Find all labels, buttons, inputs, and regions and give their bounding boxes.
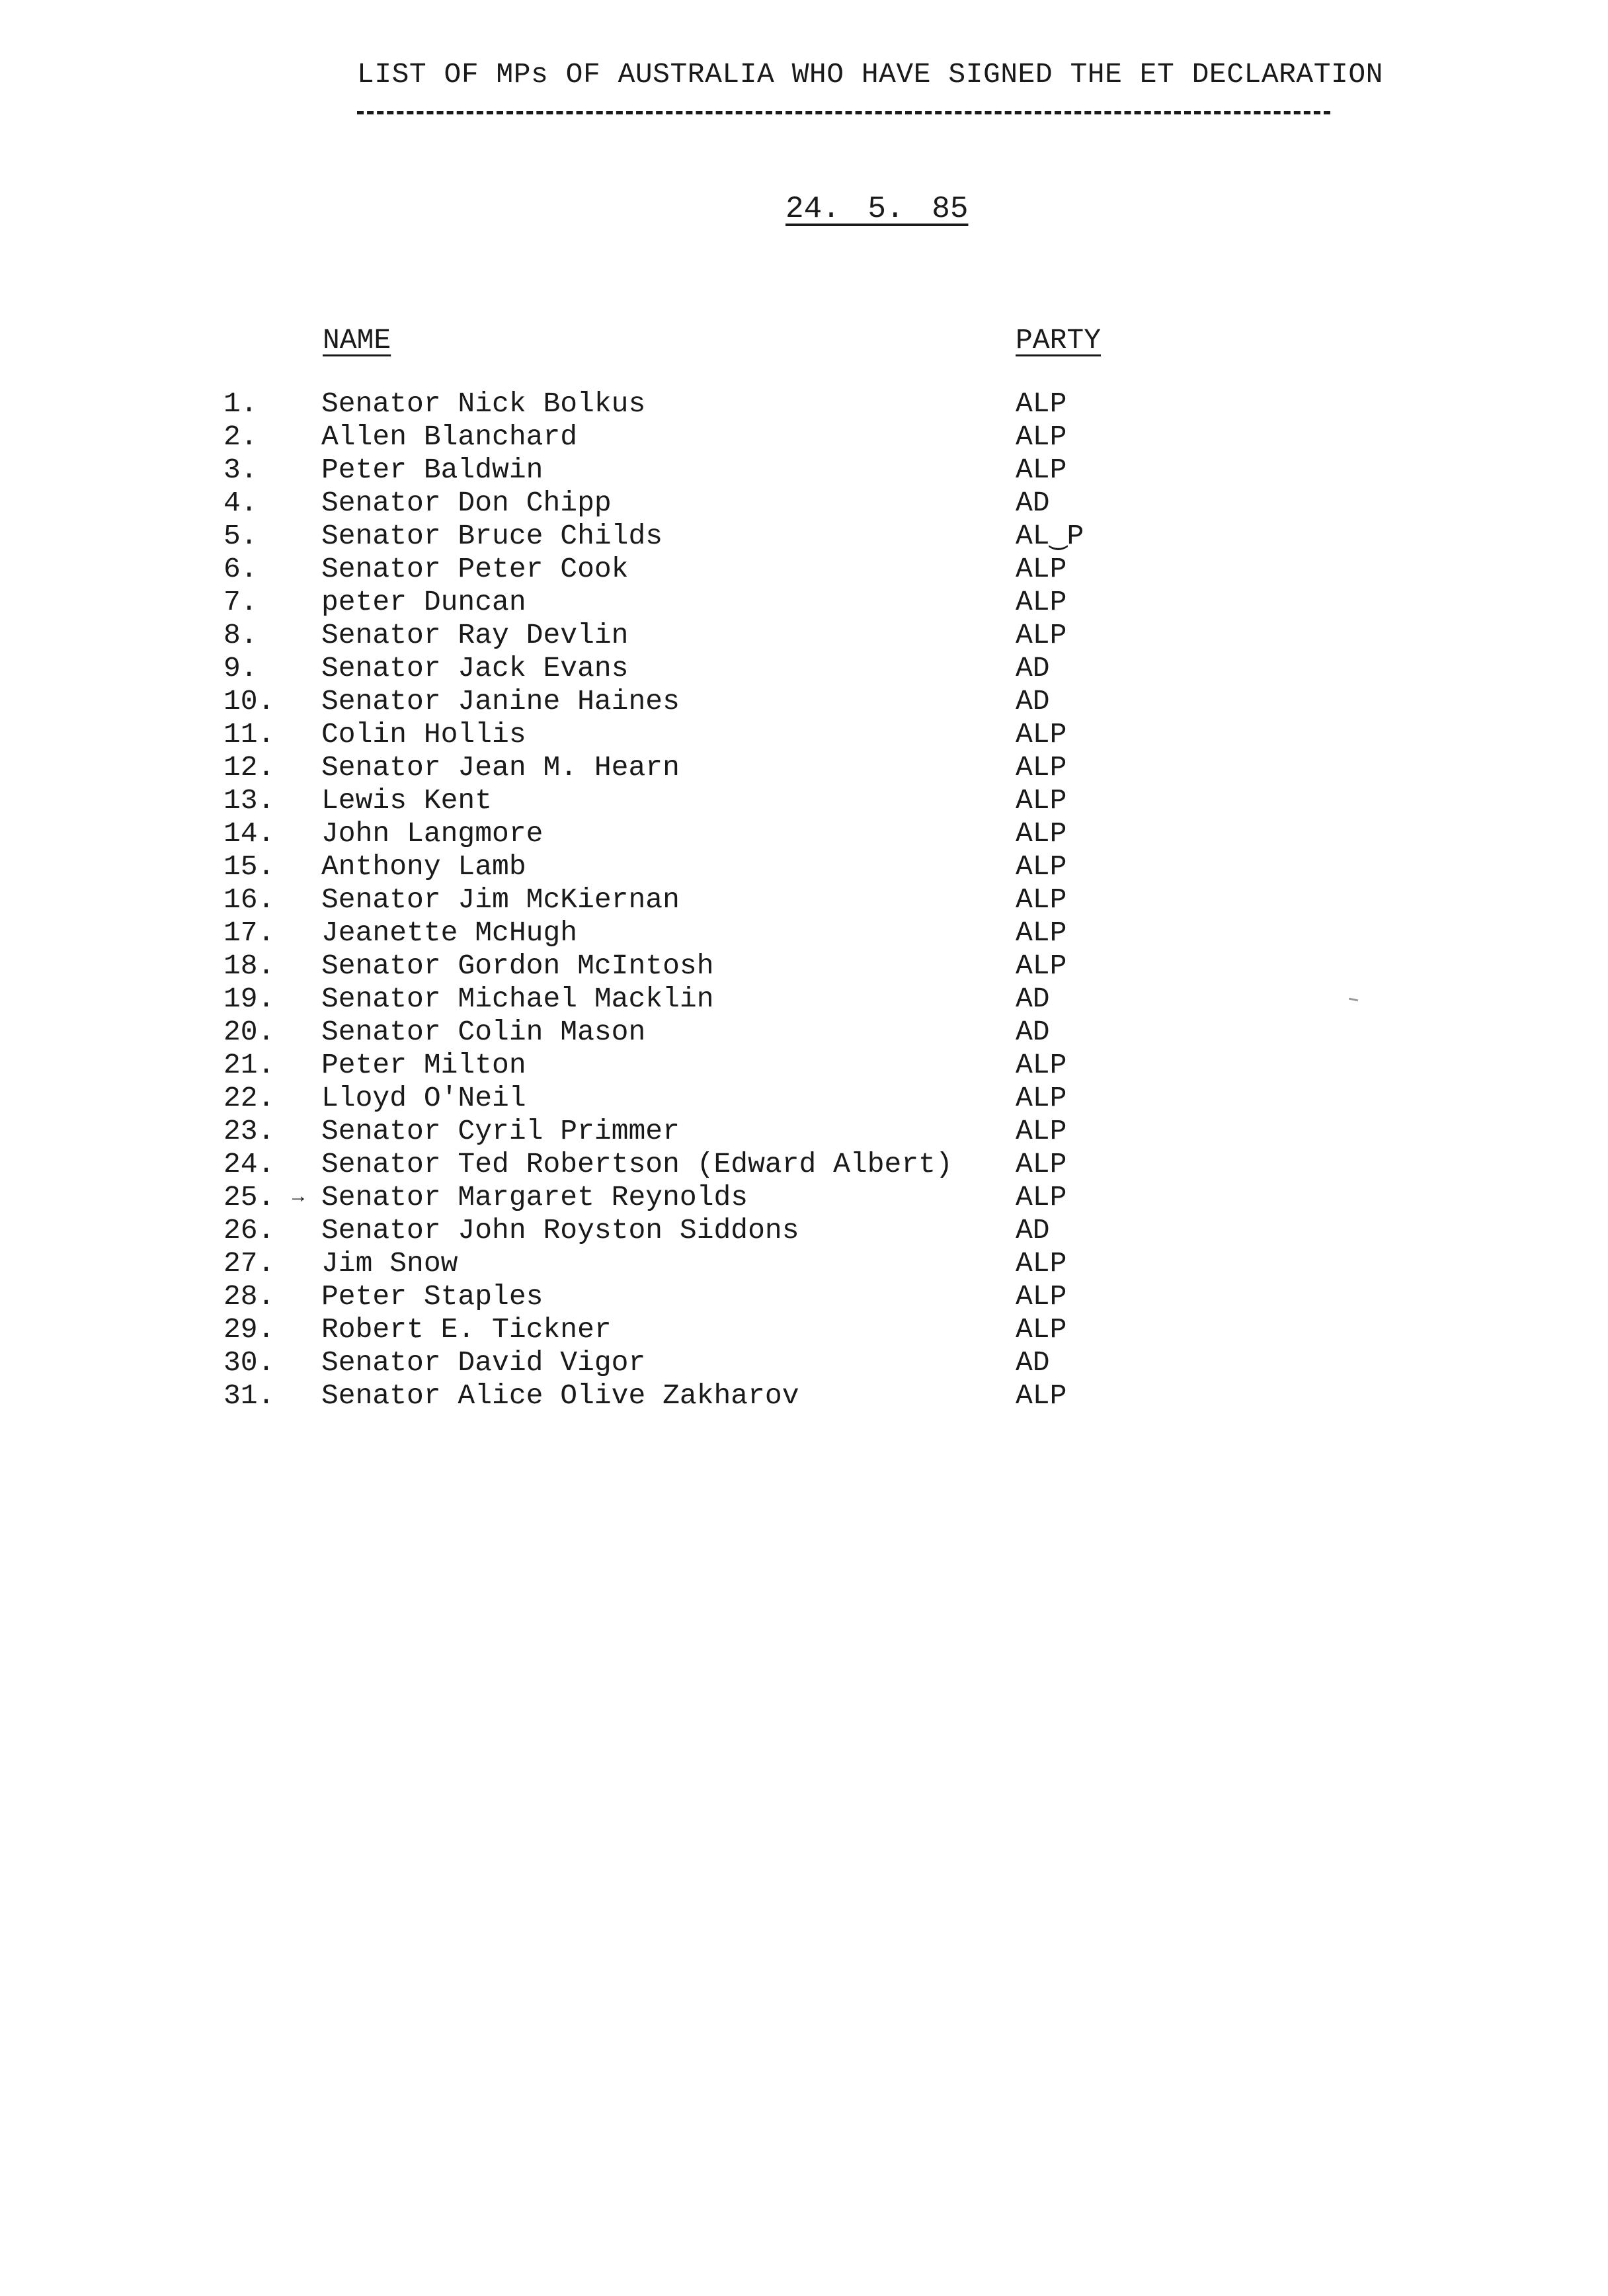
row-number: 1. — [223, 388, 258, 420]
row-number: 27. — [223, 1247, 275, 1280]
row-number: 24. — [223, 1148, 275, 1180]
row-party: ALP — [1016, 1247, 1067, 1280]
row-number: 2. — [223, 421, 258, 453]
title-underline — [357, 111, 1330, 114]
row-name: Lewis Kent — [321, 784, 493, 817]
row-number: 14. — [223, 817, 275, 850]
row-party: ALP — [1016, 1313, 1067, 1346]
list-item — [0, 586, 1608, 619]
document-title: LIST OF MPs OF AUSTRALIA WHO HAVE SIGNED THE ET DECLARATION — [357, 58, 1383, 91]
row-party: ALP — [1016, 1379, 1067, 1412]
list-item — [0, 619, 1608, 652]
row-party: ALP — [1016, 1148, 1067, 1180]
row-party: AD — [1016, 983, 1050, 1015]
list-item — [0, 1148, 1608, 1181]
list-item — [0, 421, 1608, 454]
list-item — [0, 1181, 1608, 1214]
row-name: Senator David Vigor — [321, 1346, 646, 1379]
list-item — [0, 1280, 1608, 1313]
row-name: Senator Ted Robertson (Edward Albert) — [321, 1148, 953, 1180]
row-number: 13. — [223, 784, 275, 817]
list-item — [0, 950, 1608, 983]
row-party: ALP — [1016, 883, 1067, 916]
row-party: ALP — [1016, 1181, 1067, 1213]
row-name: Senator Jim McKiernan — [321, 883, 680, 916]
list-item — [0, 454, 1608, 487]
row-party: ALP — [1016, 619, 1067, 651]
list-item — [0, 685, 1608, 718]
row-name: Lloyd O'Neil — [321, 1082, 526, 1114]
row-name: Peter Milton — [321, 1049, 526, 1081]
row-party: AL‿P — [1016, 520, 1084, 552]
row-name: Senator Ray Devlin — [321, 619, 629, 651]
row-number: 10. — [223, 685, 275, 718]
list-item — [0, 1214, 1608, 1247]
row-party: ALP — [1016, 1115, 1067, 1147]
row-party: ALP — [1016, 817, 1067, 850]
row-name: Senator Nick Bolkus — [321, 388, 646, 420]
row-number: 21. — [223, 1049, 275, 1081]
row-name: Robert E. Tickner — [321, 1313, 612, 1346]
row-name: Senator Margaret Reynolds — [321, 1181, 748, 1213]
list-item — [0, 1016, 1608, 1049]
list-item — [0, 850, 1608, 883]
row-number: 22. — [223, 1082, 275, 1114]
row-number: 29. — [223, 1313, 275, 1346]
row-party: ALP — [1016, 421, 1067, 453]
list-item — [0, 983, 1608, 1016]
row-number: 19. — [223, 983, 275, 1015]
row-number: 20. — [223, 1016, 275, 1048]
list-item — [0, 784, 1608, 817]
list-item — [0, 817, 1608, 850]
row-name: Jim Snow — [321, 1247, 458, 1280]
list-item — [0, 388, 1608, 421]
row-party: AD — [1016, 487, 1050, 519]
row-number: 18. — [223, 950, 275, 982]
row-number: 25. — [223, 1181, 275, 1213]
list-item — [0, 1313, 1608, 1346]
row-party: ALP — [1016, 454, 1067, 486]
row-name: Senator Michael Macklin — [321, 983, 714, 1015]
row-number: 7. — [223, 586, 258, 618]
party-column-header: PARTY — [1016, 324, 1102, 356]
list-item — [0, 1379, 1608, 1413]
list-item — [0, 718, 1608, 751]
row-number: 12. — [223, 751, 275, 784]
list-item — [0, 520, 1608, 553]
row-name: Senator Janine Haines — [321, 685, 680, 718]
row-party: AD — [1016, 1346, 1050, 1379]
row-number: 23. — [223, 1115, 275, 1147]
row-number: 9. — [223, 652, 258, 684]
list-item — [0, 1247, 1608, 1280]
row-name: Colin Hollis — [321, 718, 526, 751]
name-column-header: NAME — [323, 324, 391, 356]
list-item — [0, 883, 1608, 917]
row-name: peter Duncan — [321, 586, 526, 618]
row-name: Peter Staples — [321, 1280, 543, 1313]
row-number: 8. — [223, 619, 258, 651]
list-item — [0, 487, 1608, 520]
list-item — [0, 1082, 1608, 1115]
row-name: Jeanette McHugh — [321, 917, 578, 949]
row-name: Senator Jack Evans — [321, 652, 629, 684]
row-party: ALP — [1016, 850, 1067, 883]
row-number: 28. — [223, 1280, 275, 1313]
row-party: ALP — [1016, 950, 1067, 982]
list-item — [0, 1049, 1608, 1082]
row-party: ALP — [1016, 718, 1067, 751]
row-name: Senator Peter Cook — [321, 553, 629, 585]
row-name: Peter Baldwin — [321, 454, 543, 486]
row-number: 30. — [223, 1346, 275, 1379]
list-item — [0, 1115, 1608, 1148]
list-item — [0, 917, 1608, 950]
row-party: ALP — [1016, 1082, 1067, 1114]
row-party: ALP — [1016, 1049, 1067, 1081]
row-number: 31. — [223, 1379, 275, 1412]
document-date: 24. 5. 85 — [785, 192, 969, 226]
list-item — [0, 751, 1608, 784]
row-number: 4. — [223, 487, 258, 519]
row-party: ALP — [1016, 586, 1067, 618]
row-number: 11. — [223, 718, 275, 751]
row-name: Senator Cyril Primmer — [321, 1115, 680, 1147]
row-number: 6. — [223, 553, 258, 585]
row-number: 5. — [223, 520, 258, 552]
row-party: AD — [1016, 685, 1050, 718]
row-name: Allen Blanchard — [321, 421, 578, 453]
signatory-list — [0, 388, 1608, 1413]
row-number: 3. — [223, 454, 258, 486]
row-party: ALP — [1016, 917, 1067, 949]
row-number: 17. — [223, 917, 275, 949]
row-party: AD — [1016, 1214, 1050, 1247]
list-item — [0, 553, 1608, 586]
row-name: Anthony Lamb — [321, 850, 526, 883]
row-party: ALP — [1016, 388, 1067, 420]
row-number: 26. — [223, 1214, 275, 1247]
row-name: Senator Gordon McIntosh — [321, 950, 714, 982]
row-party: ALP — [1016, 751, 1067, 784]
row-name: Senator Jean M. Hearn — [321, 751, 680, 784]
row-party: ALP — [1016, 553, 1067, 585]
row-party: ALP — [1016, 1280, 1067, 1313]
row-name: Senator John Royston Siddons — [321, 1214, 799, 1247]
row-name: John Langmore — [321, 817, 543, 850]
row-name: Senator Don Chipp — [321, 487, 612, 519]
row-party: AD — [1016, 652, 1050, 684]
row-number: 15. — [223, 850, 275, 883]
list-item — [0, 1346, 1608, 1379]
row-name: Senator Alice Olive Zakharov — [321, 1379, 799, 1412]
list-item — [0, 652, 1608, 685]
row-name: Senator Bruce Childs — [321, 520, 663, 552]
row-name: Senator Colin Mason — [321, 1016, 646, 1048]
row-number: 16. — [223, 883, 275, 916]
row-party: ALP — [1016, 784, 1067, 817]
handwritten-mark: → — [292, 1186, 305, 1209]
row-party: AD — [1016, 1016, 1050, 1048]
